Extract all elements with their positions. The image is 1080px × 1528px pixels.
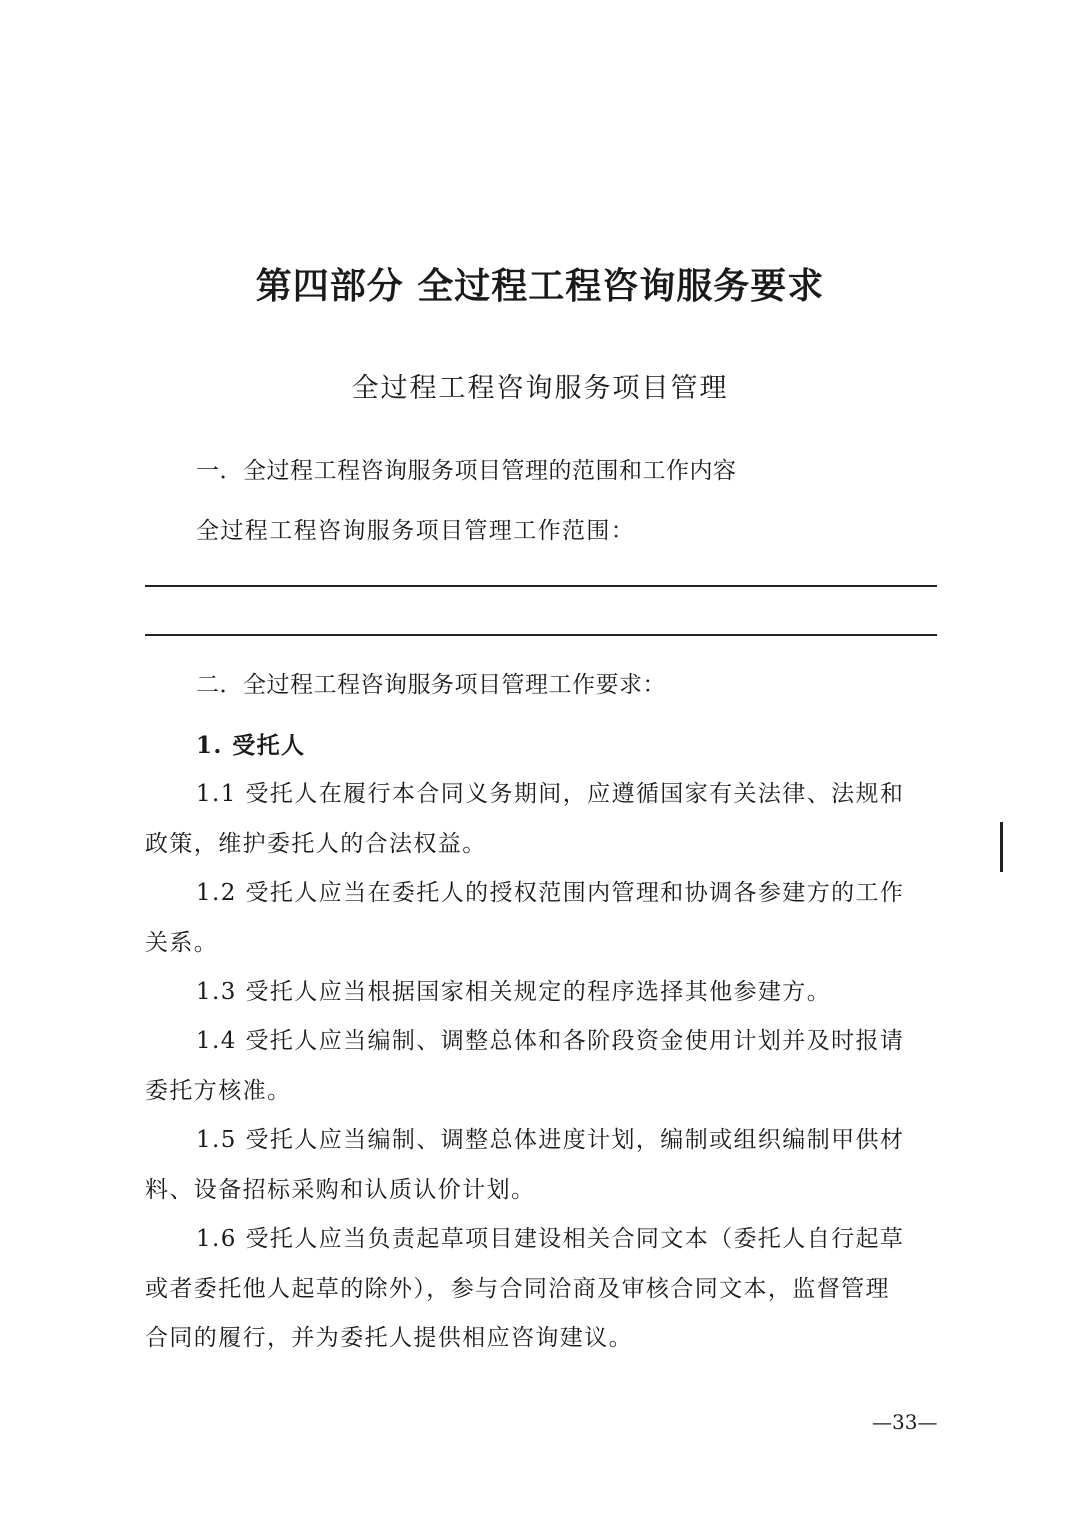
scope-label: 全过程工程咨询服务项目管理工作范围： <box>196 518 636 544</box>
clause-1-6-line-2: 或者委托他人起草的除外），参与合同洽商及审核合同文本，监督管理 <box>145 1276 890 1302</box>
clause-1-5-line-1: 1.5 受托人应当编制、调整总体进度计划，编制或组织编制甲供材 <box>196 1127 905 1153</box>
section-1-heading: 一．全过程工程咨询服务项目管理的范围和工作内容 <box>196 458 737 484</box>
section-2-heading: 二．全过程工程咨询服务项目管理工作要求： <box>196 672 666 698</box>
blank-fill-line-2 <box>145 634 937 636</box>
clause-1-4-line-1: 1.4 受托人应当编制、调整总体和各阶段资金使用计划并及时报请 <box>196 1028 905 1054</box>
clause-1-1-line-2: 政策，维护委托人的合法权益。 <box>145 831 487 857</box>
page-title: 第四部分 全过程工程咨询服务要求 <box>255 266 825 307</box>
clause-1-1-line-1: 1.1 受托人在履行本合同义务期间，应遵循国家有关法律、法规和 <box>196 781 905 807</box>
section-subtitle: 全过程工程咨询服务项目管理 <box>351 373 729 404</box>
clause-1-3-line-1: 1.3 受托人应当根据国家相关规定的程序选择其他参建方。 <box>196 979 832 1005</box>
clause-1-2-line-1: 1.2 受托人应当在委托人的授权范围内管理和协调各参建方的工作 <box>196 880 905 906</box>
clause-1-2-line-2: 关系。 <box>145 930 219 956</box>
clause-1-6-line-1: 1.6 受托人应当负责起草项目建设相关合同文本（委托人自行起草 <box>196 1226 905 1252</box>
clause-1-4-line-2: 委托方核准。 <box>145 1078 292 1104</box>
margin-mark <box>1000 822 1003 872</box>
clause-1-6-line-3: 合同的履行，并为委托人提供相应咨询建议。 <box>145 1325 633 1351</box>
clause-1-5-line-2: 料、设备招标采购和认质认价计划。 <box>145 1177 536 1203</box>
sub-heading-trustee: 1. 受托人 <box>196 732 306 759</box>
page-number: —33— <box>872 1410 938 1434</box>
blank-fill-line-1 <box>145 585 937 587</box>
